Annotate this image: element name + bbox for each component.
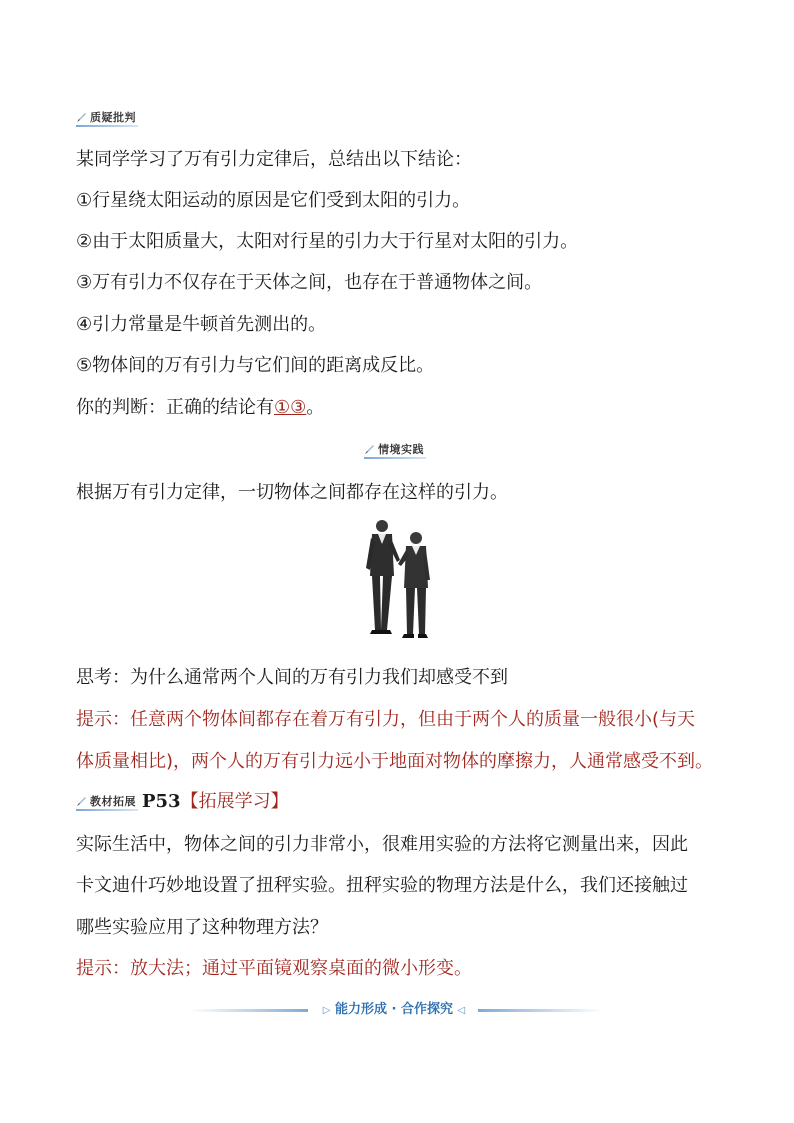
conclusion-item-5: ⑤物体间的万有引力与它们间的距离成反比。 (76, 355, 435, 376)
pen-icon (364, 443, 376, 455)
page-reference: P53 (142, 791, 181, 812)
right-man-figure (398, 532, 430, 638)
left-man-figure (366, 520, 400, 634)
pen-icon (76, 795, 88, 807)
question-line: 思考：为什么通常两个人间的万有引力我们却感受不到 (76, 667, 508, 688)
judgement-answer: ①③ (274, 397, 307, 418)
section-banner (190, 1000, 604, 1020)
extension-body-line-2: 卡文迪什巧妙地设置了扭秤实验。扭秤实验的物理方法是什么，我们还接触过 (76, 875, 688, 896)
section1-intro: 某同学学习了万有引力定律后，总结出以下结论： (76, 149, 472, 170)
extension-hint: 提示：放大法；通过平面镜观察桌面的微小形变。 (76, 958, 472, 979)
two-men-illustration (356, 518, 440, 642)
extension-body-line-3: 哪些实验应用了这种物理方法？ (76, 917, 328, 938)
section2-intro: 根据万有引力定律，一切物体之间都存在这样的引力。 (76, 482, 508, 503)
judgement-line (76, 395, 324, 421)
banner-title: 能力形成 · 合作探究 (335, 1002, 453, 1017)
conclusion-item-2: ②由于太阳质量大，太阳对行星的引力大于行星对太阳的引力。 (76, 231, 579, 252)
conclusion-item-3: ③万有引力不仅存在于天体之间，也存在于普通物体之间。 (76, 272, 543, 293)
section-tag-label: 情境实践 (378, 443, 424, 456)
conclusion-item-1: ①行星绕太阳运动的原因是它们受到太阳的引力。 (76, 190, 471, 211)
pen-icon (76, 111, 88, 123)
section-tag-scenario (364, 440, 424, 458)
section-tag-label: 教材拓展 (90, 795, 136, 808)
section-tag-critique (76, 108, 136, 126)
arrow-right-icon: ▷ (322, 1005, 331, 1016)
hint-line-2: 体质量相比)，两个人的万有引力远小于地面对物体的摩擦力，人通常感受不到。 (76, 751, 714, 772)
section-tag-extension (76, 792, 136, 810)
extension-title: 【拓展学习】 (180, 791, 289, 812)
section-tag-label: 质疑批判 (90, 111, 136, 124)
conclusion-item-4: ④引力常量是牛顿首先测出的。 (76, 314, 327, 335)
arrow-left-icon: ◁ (457, 1005, 466, 1016)
extension-heading (142, 789, 289, 815)
extension-body-line-1: 实际生活中，物体之间的引力非常小，很难用实验的方法将它测量出来，因此 (76, 834, 688, 855)
judgement-prefix: 你的判断：正确的结论有 (76, 397, 274, 418)
judgement-suffix: 。 (306, 397, 325, 418)
hint-line-1: 提示：任意两个物体间都存在着万有引力，但由于两个人的质量一般很小(与天 (76, 709, 696, 730)
